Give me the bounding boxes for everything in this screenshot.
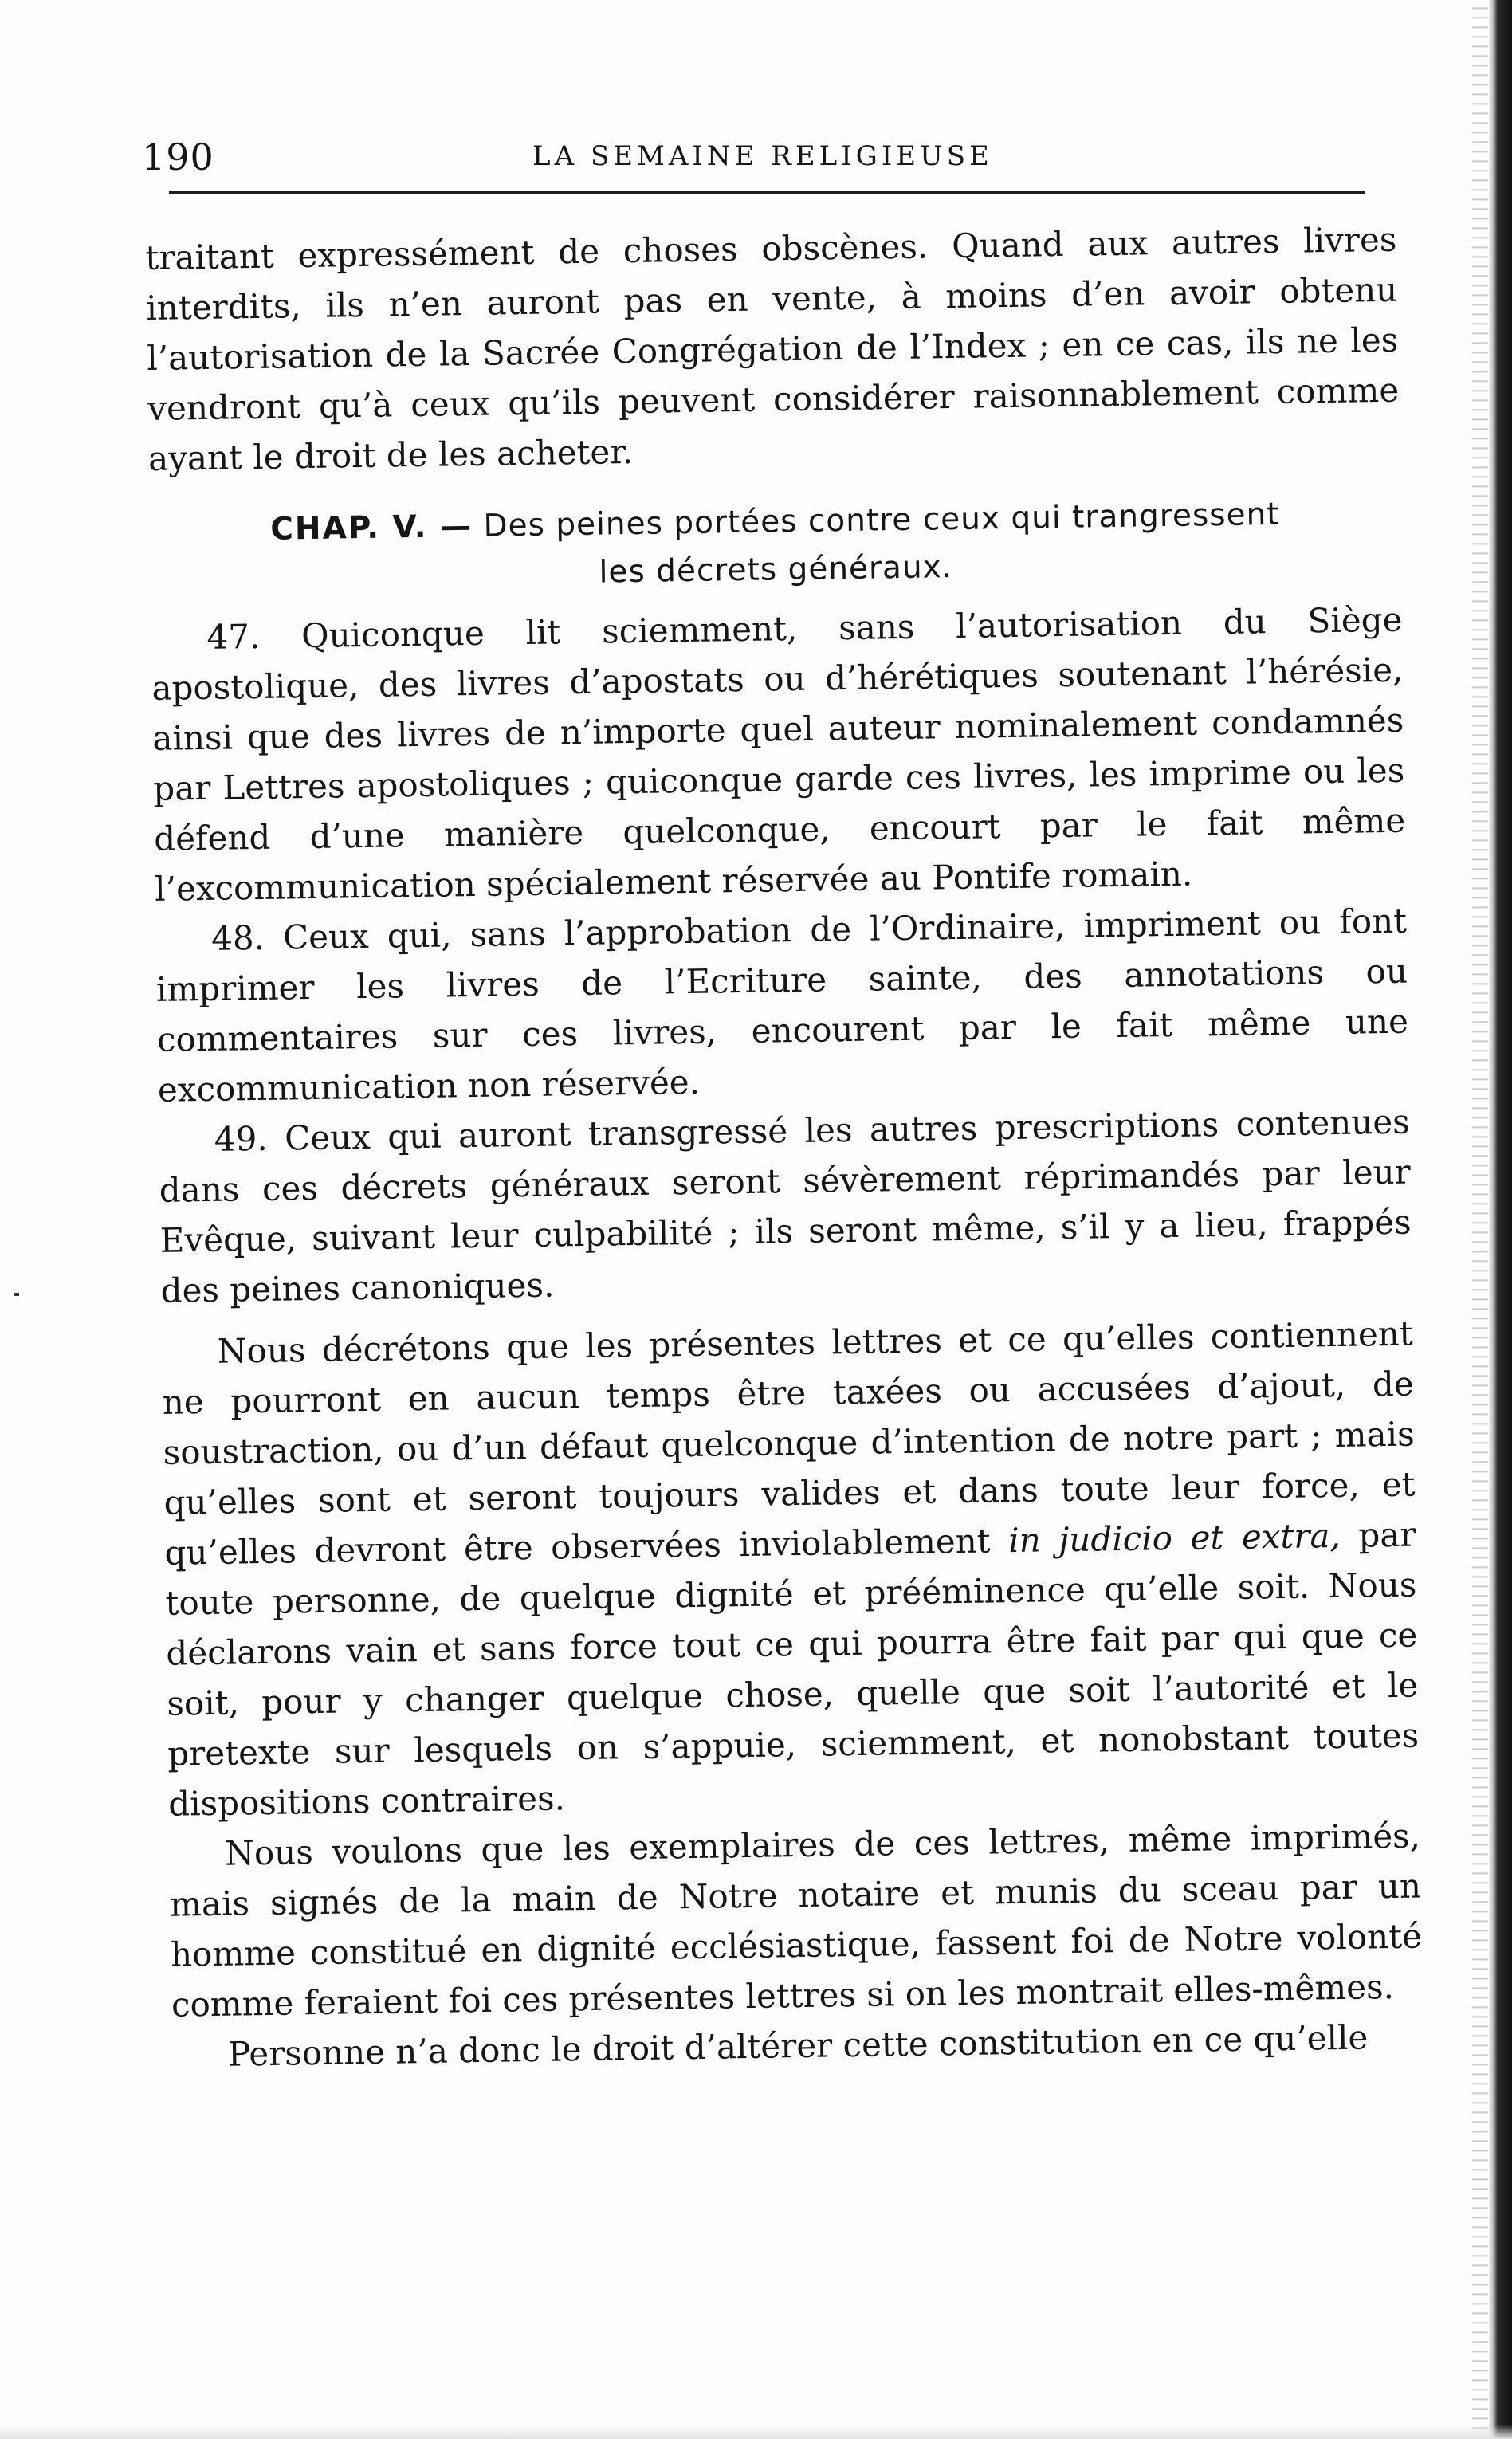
body-text	[145, 214, 1424, 2080]
paragraph-49: 49. Ceux qui auront transgressé les autres prescriptions contenues dans ces décrets généraux seront sévèrement réprimandés par leur Evêque, suivant leur culpabilité ; ils seront même, s’il y a lieu, frappés des peines canoniques.	[159, 1102, 1412, 1310]
chapter-lead: CHAP. V. —	[270, 508, 473, 548]
paragraph-decree	[161, 1309, 1420, 1829]
paragraph-48: 48. Ceux qui, sans l’approbation de l’Ordinaire, impriment ou font imprimer les livres de l’Ecriture sainte, des annotations ou commentaires sur ces livres, encourent par le fait même une excommunication non réservée.	[155, 901, 1409, 1110]
page-header	[142, 128, 1369, 183]
decree-text-before: Nous décrétons que les présentes lettres et ce qu’elles contiennent ne pourront en aucun temps être taxées ou accusées d’ajout, de soustraction, ou d’un défaut quelconque d’intention de notre part ; mais qu’elles sont et seront toujours valides et dans toute leur force, et qu’elles devront être observées inviolablement	[162, 1314, 1416, 1573]
paragraph-opening: traitant expressément de choses obscènes. Quand aux autres livres interdits, ils n’en auront pas en vente, à moins d’en avoir obtenu l’autorisation de la Sacrée Congrégation de l’Index ; en ce cas, ils ne les vendront qu’à ceux qu’ils peuvent considérer raisonnablement comme ayant le droit de les acheter.	[145, 219, 1400, 478]
page-bottom-shadow	[0, 2425, 1512, 2439]
decree-text-after: par toute personne, de quelque dignité et prééminence qu’elle soit. Nous déclarons vain et sans force tout ce qui pourra être fait par qui que ce soit, pour y changer quelque chose, quelle que soit l’autorité et le pretexte sur lesquels on s’appuie, sciemment, et nonobstant toutes dispositions contraires.	[165, 1514, 1420, 1824]
paragraph-47: 47. Quiconque lit sciemment, sans l’autorisation du Siège apostolique, des livres d’apostats ou d’hérétiques soutenant l’hérésie, ainsi que des livres de n’importe quel auteur nominalement condamnés par Lettres apostoliques ; quiconque garde ces livres, les imprime ou les défend d’une manière quelconque, encourt par le fait même l’excommunication spécialement réservée au Pontife romain.	[151, 599, 1406, 909]
paragraph-copies: Nous voulons que les exemplaires de ces lettres, même imprimés, mais signés de la main de Notre notaire et munis du sceau par un homme constitué en dignité ecclésiastique, fassent foi de Notre volonté comme feraient foi ces présentes lettres si on les montrait elles-mêmes.	[169, 1816, 1423, 2025]
book-spine-edge	[1488, 0, 1512, 2439]
page-number: 190	[142, 136, 214, 179]
paragraph-closing: Personne n’a donc le droit d’altérer cette constitution en ce qu’elle	[227, 2017, 1369, 2074]
chapter-title-line-2: les décrets généraux.	[599, 549, 953, 591]
chapter-heading	[149, 489, 1402, 603]
chapter-title-line-1: Des peines portées contre ceux qui trangressent	[483, 496, 1280, 544]
running-title: LA SEMAINE RELIGIEUSE	[532, 140, 993, 172]
header-rule	[169, 191, 1365, 194]
scan-edge-noise	[1472, 0, 1488, 2439]
scan-speck	[14, 1293, 19, 1296]
decree-italic-phrase: in judicio et extra,	[1007, 1515, 1341, 1561]
